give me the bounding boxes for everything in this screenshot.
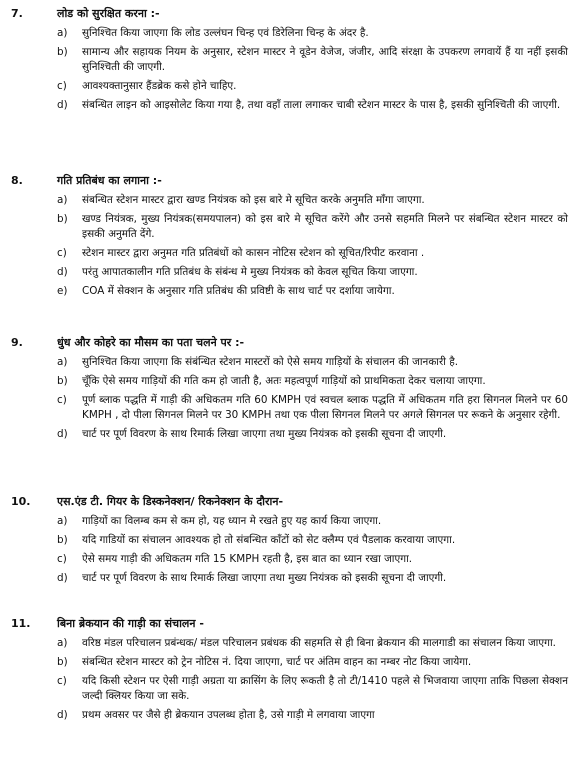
- item-text: चार्ट पर पूर्ण विवरण के साथ रिमार्क लिखा जाएगा तथा मुख्य नियंत्रक को इसकी सूचना दी जाएगी.: [82, 428, 447, 440]
- list-item: [0, 514, 582, 529]
- item-text: संबन्धित स्टेशन मास्टर द्वारा खण्ड नियंत्रक को इस बारे मे सूचित करके अनुमति माँगा जाएगा.: [82, 194, 425, 206]
- item-text: संबन्धित स्टेशन मास्टर को ट्रेन नोटिस नं. दिया जाएगा, चार्ट पर अंतिम वाहन का नम्बर नोट किया जायेगा.: [82, 656, 472, 668]
- section-heading: [0, 616, 582, 632]
- list-item: [0, 533, 582, 548]
- item-letter: b): [57, 46, 68, 58]
- section-title: गति प्रतिबंध का लगाना :-: [57, 174, 162, 187]
- item-letter: c): [57, 80, 67, 92]
- item-text: यदि किसी स्टेशन पर ऐसी गाड़ी अग्रता या क्रासिंग के लिए रूकती है तो टी/1410 पहले से भिजवाया जाएगा ताकि पिछला सेक्शन जल्दी क्लियर किया जा सके.: [82, 675, 568, 702]
- item-text: चूँकि ऐसे समय गाड़ियों की गति कम हो जाती है, अतः महत्वपूर्ण गाड़ियों को प्राथमिकता देकर चलाया जाएगा.: [82, 375, 486, 387]
- section-number: 7.: [11, 7, 23, 20]
- item-text: परंतु आपातकालीन गति प्रतिबंध के संबंन्ध मे मुख्य नियंत्रक को केवल सूचित किया जाएगा.: [82, 266, 418, 278]
- section-title: एस.एंड टी. गियर के डिस्कनेक्शन/ रिकनेक्शन के दौरान-: [57, 495, 284, 508]
- item-text: COA में सेक्शन के अनुसार गति प्रतिबंध की प्रविष्टी के साथ चार्ट पर दर्शाया जायेगा.: [82, 285, 395, 297]
- section-7: [0, 6, 582, 113]
- item-text: गाड़ियों का विलम्ब कम से कम हो, यह ध्यान मे रखते हुए यह कार्य किया जाएगा.: [82, 515, 382, 527]
- item-letter: a): [57, 27, 68, 39]
- list-item: [0, 246, 582, 261]
- section-heading: [0, 335, 582, 351]
- section-title: बिना ब्रेकयान की गाड़ी का संचालन -: [57, 617, 204, 630]
- list-item: [0, 265, 582, 280]
- item-letter: b): [57, 656, 68, 668]
- item-letter: c): [57, 394, 67, 406]
- section-heading: [0, 494, 582, 510]
- section-8: [0, 173, 582, 299]
- list-item: [0, 552, 582, 567]
- section-10: [0, 494, 582, 586]
- item-text: आवश्यक्तानुसार हैंडब्रेक कसे होने चाहिए.: [82, 80, 237, 92]
- list-item: [0, 374, 582, 389]
- item-text: वरिष्ठ मंडल परिचालन प्रबंन्धक/ मंडल परिचालन प्रबंधक की सहमति से ही बिना ब्रेकयान की मालगाडी का संचालन किया जाएगा.: [82, 637, 556, 649]
- item-letter: a): [57, 356, 68, 368]
- list-item: [0, 284, 582, 299]
- item-letter: b): [57, 375, 68, 387]
- item-letter: d): [57, 428, 68, 440]
- item-letter: a): [57, 515, 68, 527]
- item-letter: c): [57, 247, 67, 259]
- list-item: [0, 427, 582, 442]
- section-title: लोड को सुरक्षित करना :-: [57, 7, 160, 20]
- section-number: 10.: [11, 495, 31, 508]
- item-letter: d): [57, 572, 68, 584]
- section-9: [0, 335, 582, 442]
- item-text: स्टेशन मास्टर द्वारा अनुमत गति प्रतिबंधों को कासन नोटिस स्टेशन को सूचित/रिपीट करवाना .: [82, 247, 425, 259]
- item-letter: d): [57, 266, 68, 278]
- list-item: [0, 98, 582, 113]
- list-item: [0, 571, 582, 586]
- section-title: धुंध और कोहरे का मौसम का पता चलने पर :-: [57, 336, 245, 349]
- item-text: यदि गाडियों का संचालन आवश्यक हो तो संबन्धित काँटों को सेट क्लैम्प एवं पैडलाक करवाया जाएगा.: [82, 534, 456, 546]
- section-heading: [0, 6, 582, 22]
- section-heading: [0, 173, 582, 189]
- list-item: [0, 636, 582, 651]
- list-item: [0, 45, 582, 75]
- item-text: चार्ट पर पूर्ण विवरण के साथ रिमार्क लिखा जाएगा तथा मुख्य नियंत्रक को इसकी सूचना दी जाएगी.: [82, 572, 447, 584]
- item-letter: b): [57, 534, 68, 546]
- item-text: खण्ड नियंत्रक, मुख्य नियंत्रक(समयपालन) को इस बारे मे सूचित करेंगे और उनसे सहमति मिलने पर संबन्धित स्टेशन मास्टर को इसकी अनुमति देंगे.: [82, 213, 568, 240]
- section-number: 9.: [11, 336, 23, 349]
- item-text: सुनिश्चित किया जाएगा कि संबंन्धित स्टेशन मास्टरों को ऐसे समय गाड़ियों के संचालन की जानकारी है.: [82, 356, 459, 368]
- item-letter: e): [57, 285, 68, 297]
- item-letter: d): [57, 99, 68, 111]
- item-text: पूर्ण ब्लाक पद्धति में गाड़ी की अधिकतम गति 60 KMPH एवं स्वचल ब्लाक पद्धति में अधिकतम गति हरा सिगनल मिलने पर 60 KMPH , दो पीला सिगनल मिलने पर 30 KMPH तथा एक पीला सिगनल मिलने पर अगले सिगनल पर रूकने के अनुसार रहेगी.: [82, 394, 568, 421]
- item-text: ऐसे समय गाड़ी की अधिकतम गति 15 KMPH रहती है, इस बात का ध्यान रखा जाएगा.: [82, 553, 413, 565]
- list-item: [0, 393, 582, 423]
- list-item: [0, 355, 582, 370]
- item-letter: d): [57, 709, 68, 721]
- section-number: 11.: [11, 617, 31, 630]
- item-text: संबन्धित लाइन को आइसोलेट किया गया है, तथा वहाँ ताला लगाकर चाबी स्टेशन मास्टर के पास है, इसकी सुनिश्चिती की जाएगी.: [82, 99, 561, 111]
- list-item: [0, 708, 582, 723]
- list-item: [0, 79, 582, 94]
- item-letter: a): [57, 194, 68, 206]
- section-number: 8.: [11, 174, 23, 187]
- item-letter: c): [57, 675, 67, 687]
- item-text: सामान्य और सहायक नियम के अनुसार, स्टेशन मास्टर ने वूडेन वेजेज, जंजीर, आदि संरक्षा के उपकरण लगवायें हैं या नहीं इसकी सुनिश्चिती की जाएगी.: [82, 46, 568, 73]
- item-letter: c): [57, 553, 67, 565]
- list-item: [0, 26, 582, 41]
- list-item: [0, 193, 582, 208]
- item-text: प्रथम अवसर पर जैसे ही ब्रेकयान उपलब्ध होता है, उसे गाड़ी मे लगवाया जाएगा: [82, 709, 375, 721]
- item-letter: b): [57, 213, 68, 225]
- item-letter: a): [57, 637, 68, 649]
- list-item: [0, 674, 582, 704]
- item-text: सुनिश्चित किया जाएगा कि लोड उल्लंघन चिन्ह एवं डिरेलिना चिन्ह के अंदर है.: [82, 27, 369, 39]
- list-item: [0, 212, 582, 242]
- list-item: [0, 655, 582, 670]
- section-11: [0, 616, 582, 723]
